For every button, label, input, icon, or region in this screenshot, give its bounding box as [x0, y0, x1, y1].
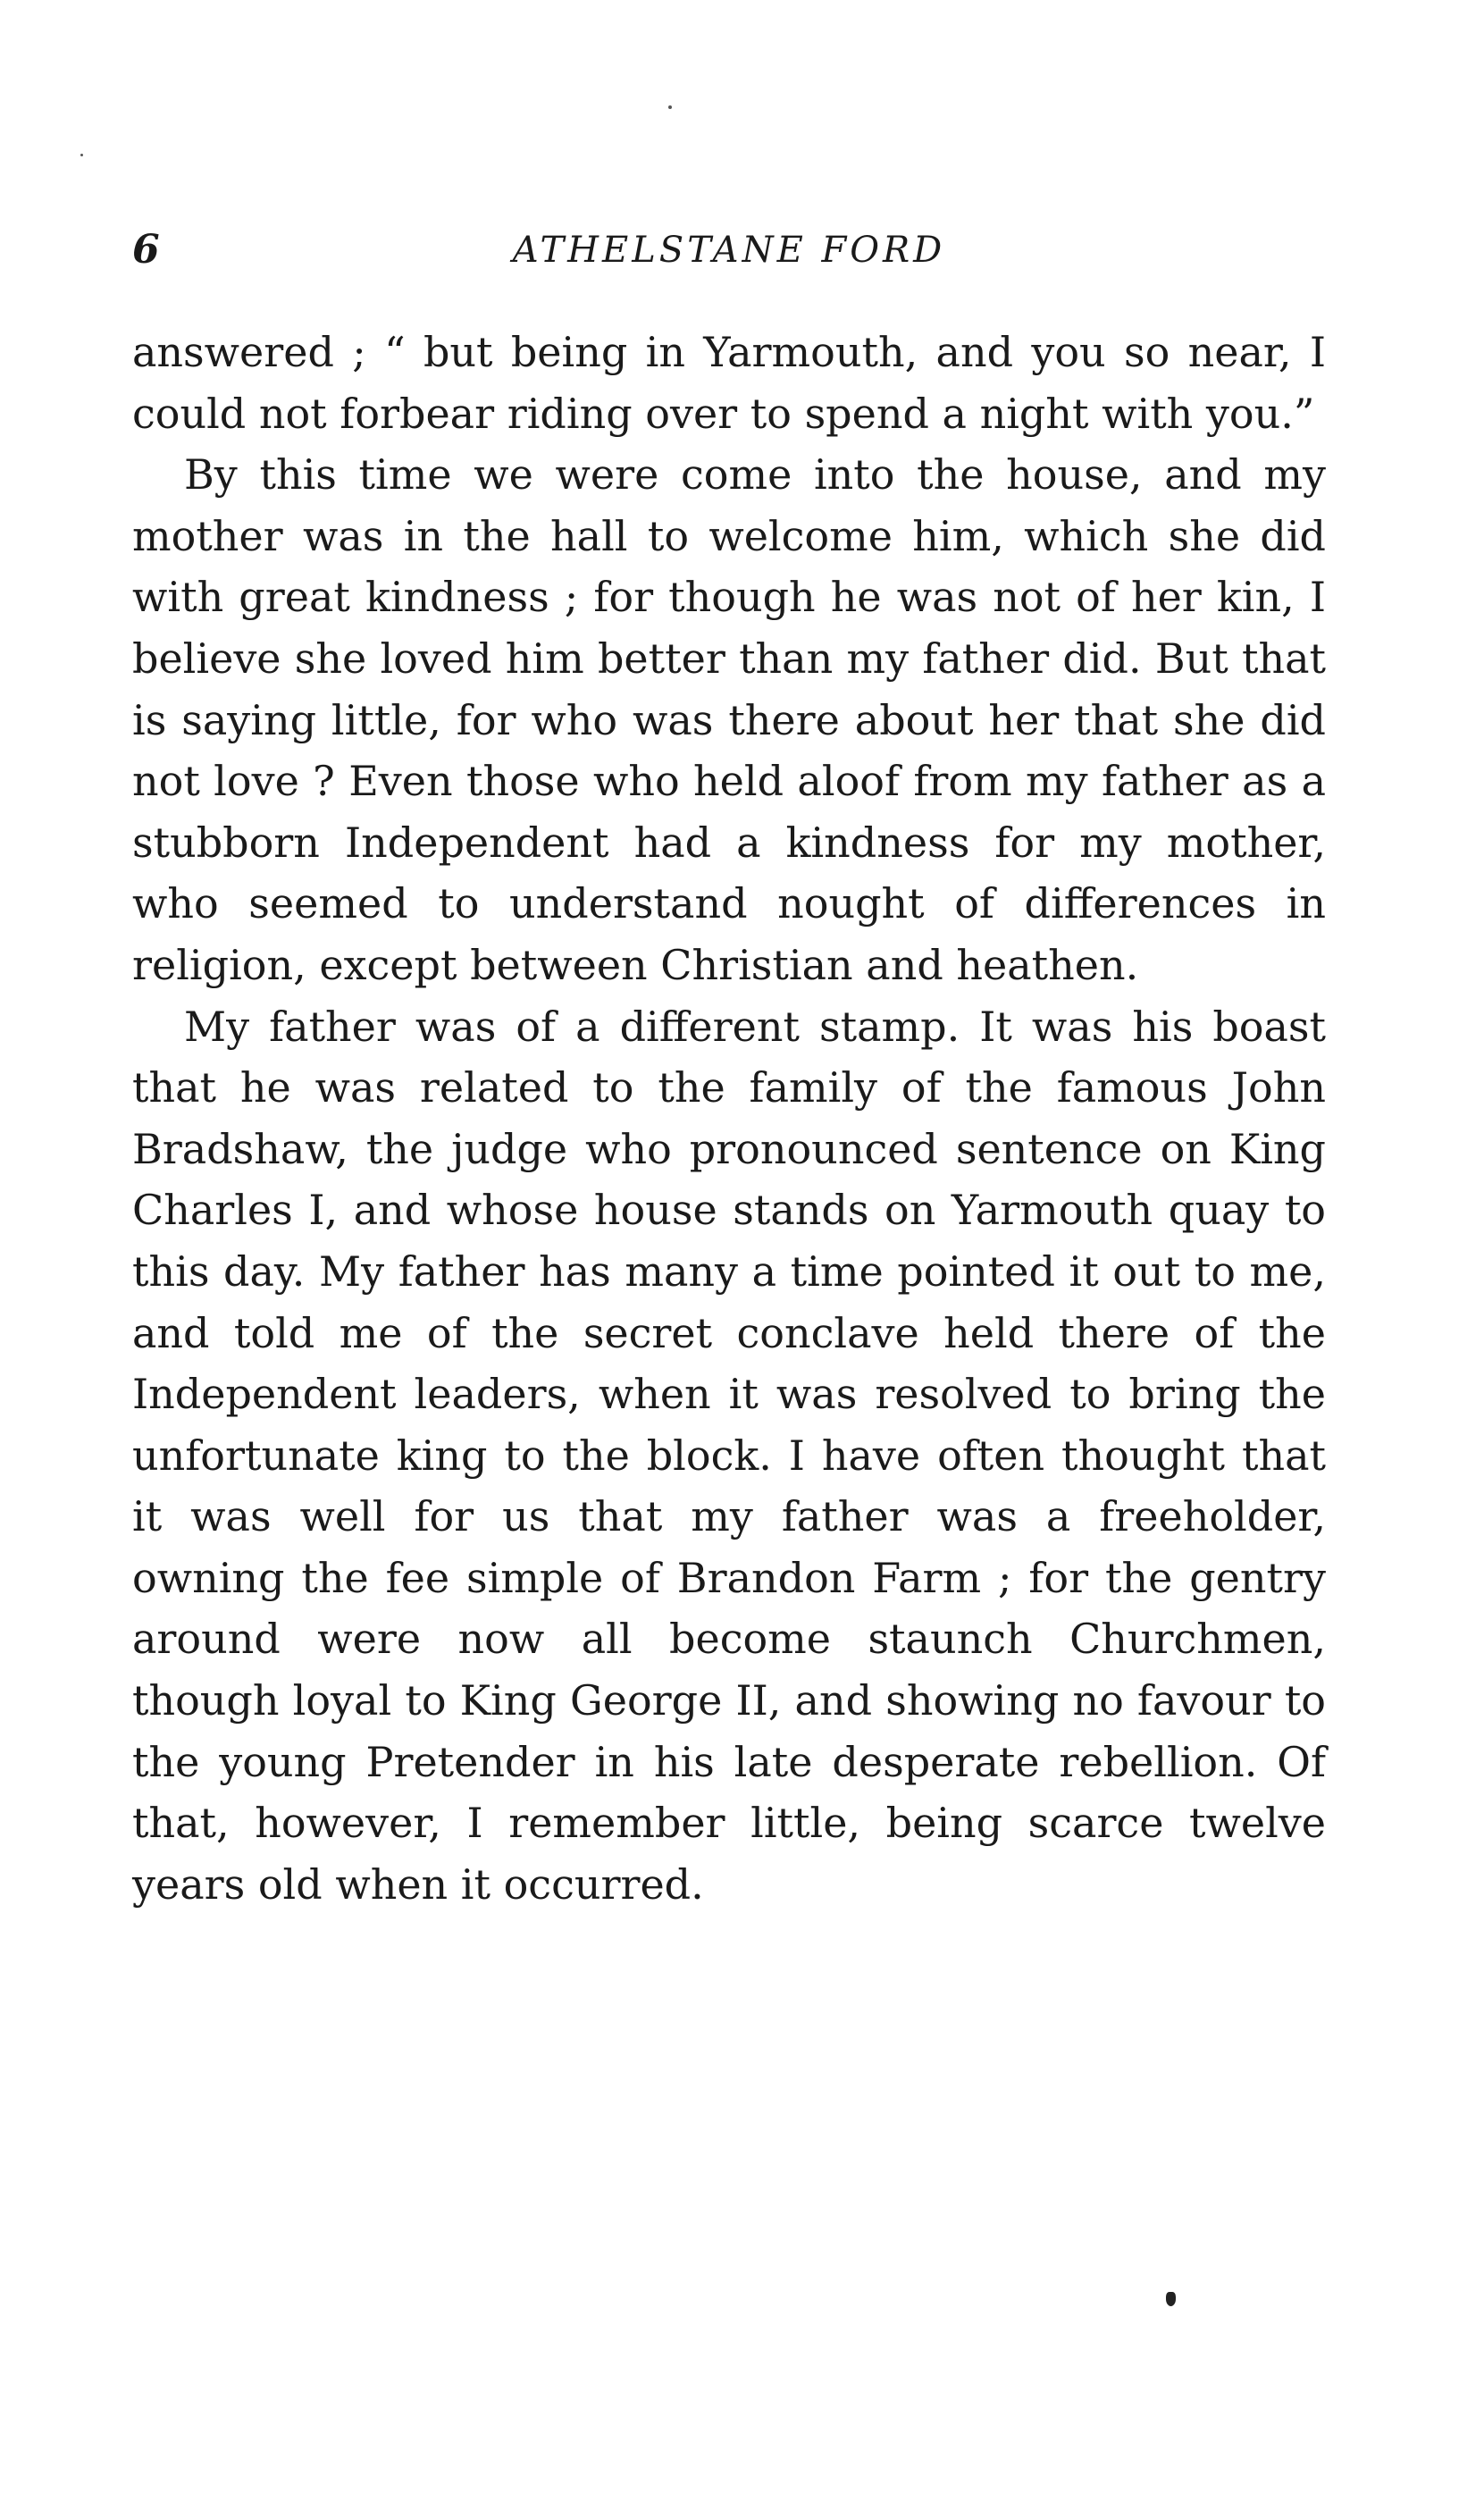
paragraph: My father was of a different stamp. It was his boast that he was related to the family of the famous John Bradshaw, the judge who pronounced sentence on King Charles I, and whose house stands on Yarmouth quay to this day. My father has many a time pointed it out to me, and told me of the secret conclave held there of the Independent leaders, when it was resolved to bring the unfortunate king to the block. I have often thought that it was well for us that my father was a freeholder, owning the fee simple of Brandon Farm ; for the gentry around were now all become staunch Churchmen, though loyal to King George II, and showing no favour to the young Pretender in his late desperate rebellion. Of that, however, I remember little, being scarce twelve years old when it occurred.: [132, 1002, 1326, 1909]
scan-speck: [668, 105, 672, 109]
page-header: [132, 223, 1326, 286]
running-title: ATHELSTANE FORD: [512, 230, 946, 271]
page-number: 6: [132, 227, 160, 273]
scan-speck: [80, 154, 83, 156]
paragraph: By this time we were come into the house, and my mother was in the hall to welcome him, which she did with great kindness ; for though he was not of her kin, I believe she loved him better than my father did. But that is saying little, for who was there about her that she did not love ? Even those who held aloof from my father as a stubborn Independent had a kindness for my mother, who seemed to understand nought of differences in religion, except between Christian and heathen.: [132, 450, 1326, 989]
printer-mark: [1166, 2292, 1176, 2306]
paragraph: answered ; “ but being in Yarmouth, and you so near, I could not forbear riding over to spend a night with you.”: [132, 328, 1326, 438]
body-text: [132, 322, 1326, 1915]
